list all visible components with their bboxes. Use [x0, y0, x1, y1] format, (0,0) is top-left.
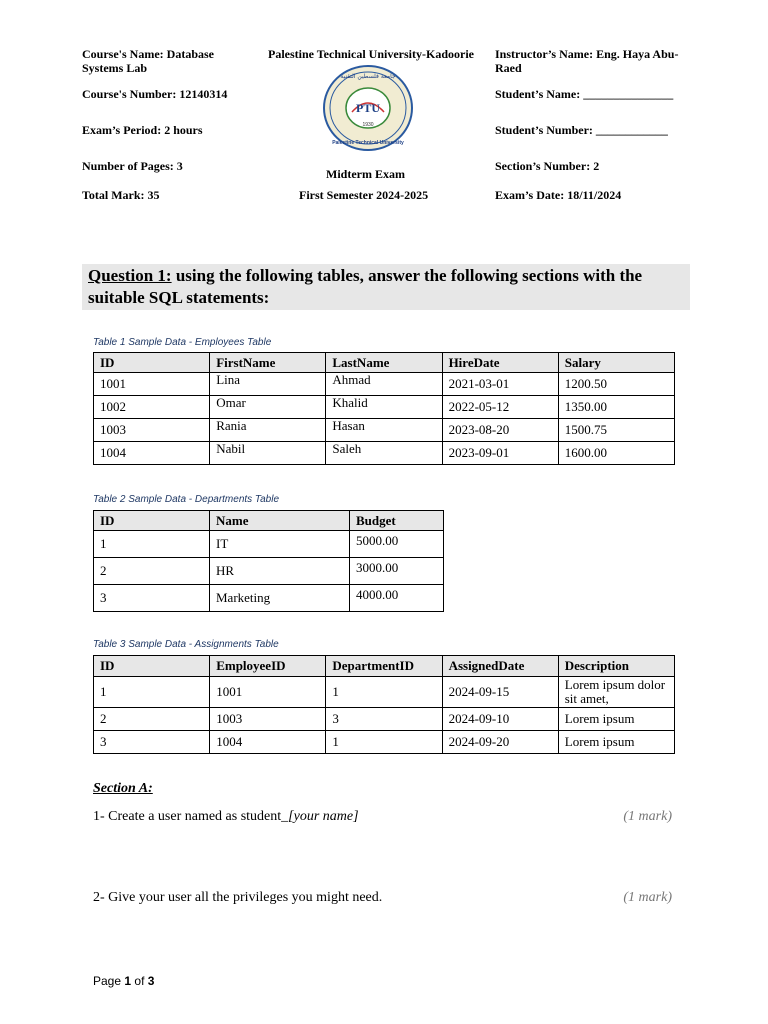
table-cell: 1: [326, 731, 442, 754]
table-cell: 1350.00: [558, 396, 674, 419]
table-cell: 1003: [94, 419, 210, 442]
svg-text:1930: 1930: [362, 122, 374, 128]
table-cell: 4000.00: [350, 585, 444, 612]
table-3-caption: Table 3 Sample Data - Assignments Table: [93, 639, 279, 650]
table-cell: 1001: [94, 373, 210, 396]
table-row: [94, 585, 444, 612]
table-row: [94, 558, 444, 585]
table-cell: 2023-08-20: [442, 419, 558, 442]
table-cell: Saleh: [326, 442, 442, 465]
column-header: HireDate: [442, 353, 558, 373]
column-header: LastName: [326, 353, 442, 373]
current-page: 1: [124, 974, 132, 988]
table-row: [94, 396, 675, 419]
svg-text:Palestine Technical University: Palestine Technical University: [332, 140, 404, 146]
question-1-header: [82, 264, 690, 310]
assignments-table: [93, 655, 675, 754]
table-cell: 1002: [94, 396, 210, 419]
table-cell: IT: [210, 531, 350, 558]
ptu-logo-icon: [322, 64, 414, 152]
column-header: ID: [94, 656, 210, 677]
column-header: AssignedDate: [442, 656, 558, 677]
table-cell: 3: [94, 585, 210, 612]
table-cell: 1004: [210, 731, 326, 754]
column-header: Description: [558, 656, 674, 677]
table-cell: 2021-03-01: [442, 373, 558, 396]
column-header: DepartmentID: [326, 656, 442, 677]
table-cell: HR: [210, 558, 350, 585]
table-cell: Rania: [210, 419, 326, 442]
table-row: [94, 419, 675, 442]
svg-text:PTU: PTU: [356, 101, 380, 115]
question-1-label: Question 1:: [88, 266, 172, 285]
svg-text:جامعة فلسطين التقنية: جامعة فلسطين التقنية: [340, 73, 396, 80]
table-cell: 2023-09-01: [442, 442, 558, 465]
question-1-mark: (1 mark): [623, 809, 672, 824]
table-row: [94, 677, 675, 708]
table-cell: Lorem ipsum: [558, 731, 674, 754]
section-number: Section’s Number: 2: [495, 159, 600, 173]
question-text: 1- Create a user named as student_: [93, 809, 289, 824]
table-cell: 1: [326, 677, 442, 708]
table-cell: Khalid: [326, 396, 442, 419]
column-header: Name: [210, 511, 350, 531]
column-header: ID: [94, 353, 210, 373]
total-pages: 3: [147, 974, 155, 988]
section-a-question-2: 2- Give your user all the privileges you might need.: [93, 890, 383, 905]
table-2-caption: Table 2 Sample Data - Departments Table: [93, 494, 280, 505]
table-cell: 2024-09-20: [442, 731, 558, 754]
table-cell: 1001: [210, 677, 326, 708]
table-cell: Nabil: [210, 442, 326, 465]
table-cell: Ahmad: [326, 373, 442, 396]
table-cell: 2022-05-12: [442, 396, 558, 419]
section-a-title: Section A:: [93, 781, 153, 796]
column-header: EmployeeID: [210, 656, 326, 677]
page-footer: [93, 974, 154, 988]
table-cell: 1200.50: [558, 373, 674, 396]
table-cell: Lorem ipsum: [558, 708, 674, 731]
table-1-caption: Table 1 Sample Data - Employees Table: [93, 337, 272, 348]
table-cell: 1500.75: [558, 419, 674, 442]
course-number: Course's Number: 12140314: [82, 87, 228, 101]
table-cell: Omar: [210, 396, 326, 419]
table-cell: 5000.00: [350, 531, 444, 558]
page-label: Page: [93, 974, 122, 988]
exam-period: Exam’s Period: 2 hours: [82, 123, 203, 137]
student-name-field: Student’s Name: _______________: [495, 87, 674, 101]
course-name: Course's Name: Database Systems Lab: [82, 47, 214, 75]
table-row: [94, 373, 675, 396]
employees-table: [93, 352, 675, 465]
table-cell: 1: [94, 531, 210, 558]
table-cell: 3: [326, 708, 442, 731]
of-label: of: [134, 974, 145, 988]
name-placeholder: [your name]: [288, 809, 359, 824]
semester: First Semester 2024-2025: [299, 188, 429, 202]
table-row: [94, 731, 675, 754]
student-number-field: Student’s Number: ____________: [495, 123, 668, 137]
table-row: [94, 442, 675, 465]
column-header: FirstName: [210, 353, 326, 373]
column-header: ID: [94, 511, 210, 531]
table-cell: 1003: [210, 708, 326, 731]
question-2-mark: (1 mark): [623, 890, 672, 905]
table-cell: 1004: [94, 442, 210, 465]
exam-title: Midterm Exam: [326, 167, 405, 181]
column-header: Budget: [350, 511, 444, 531]
university-name: Palestine Technical University-Kadoorie: [268, 47, 474, 61]
instructor-name: Instructor’s Name: Eng. Haya Abu-Raed: [495, 47, 679, 75]
table-cell: Marketing: [210, 585, 350, 612]
table-cell: 3: [94, 731, 210, 754]
table-cell: Hasan: [326, 419, 442, 442]
table-cell: 2024-09-15: [442, 677, 558, 708]
column-header: Salary: [558, 353, 674, 373]
question-1-text: using the following tables, answer the following sections with the suitable SQL statements:: [88, 266, 643, 307]
departments-table: [93, 510, 444, 612]
section-a-question-1: [93, 809, 359, 825]
table-cell: 1600.00: [558, 442, 674, 465]
table-row: [94, 531, 444, 558]
table-cell: 1: [94, 677, 210, 708]
exam-date: Exam’s Date: 18/11/2024: [495, 188, 622, 202]
table-cell: Lorem ipsum dolor sit amet,: [558, 677, 674, 708]
table-cell: 3000.00: [350, 558, 444, 585]
number-of-pages: Number of Pages: 3: [82, 159, 183, 173]
table-cell: 2024-09-10: [442, 708, 558, 731]
table-row: [94, 708, 675, 731]
table-cell: Lina: [210, 373, 326, 396]
total-mark: Total Mark: 35: [82, 188, 160, 202]
table-cell: 2: [94, 558, 210, 585]
table-cell: 2: [94, 708, 210, 731]
